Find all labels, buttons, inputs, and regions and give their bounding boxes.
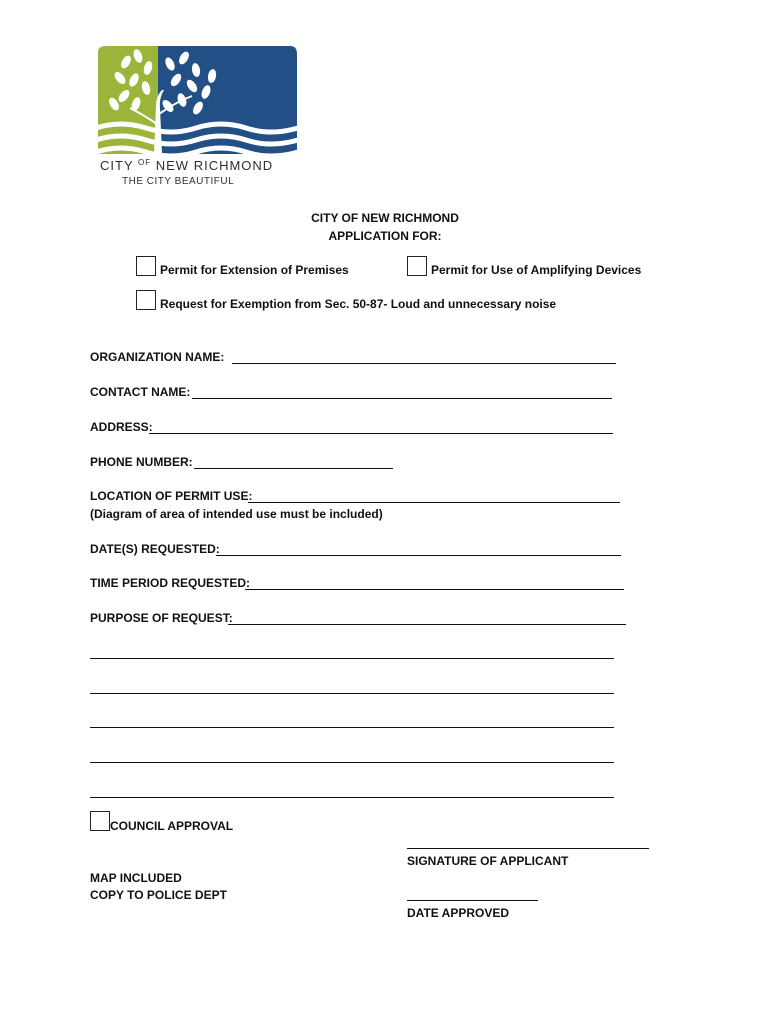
exemption-label: Request for Exemption from Sec. 50-87- Loud and unnecessary noise	[160, 297, 557, 311]
council-approval-label: COUNCIL APPROVAL	[110, 819, 234, 833]
council-approval-checkbox[interactable]	[90, 811, 110, 831]
organization-field[interactable]	[232, 363, 616, 364]
contact-field[interactable]	[192, 398, 612, 399]
date-approved-label: DATE APPROVED	[407, 906, 510, 920]
logo-new-richmond-word: NEW RICHMOND	[155, 158, 274, 173]
dates-label: DATE(S) REQUESTED:	[90, 542, 220, 556]
purpose-line-3[interactable]	[90, 727, 614, 728]
purpose-line-1[interactable]	[90, 658, 614, 659]
exemption-checkbox[interactable]	[136, 290, 156, 310]
dates-field[interactable]	[216, 555, 621, 556]
map-included-label: MAP INCLUDED	[90, 871, 182, 885]
extension-checkbox[interactable]	[136, 256, 156, 276]
phone-field[interactable]	[194, 468, 393, 469]
purpose-field[interactable]	[228, 624, 626, 625]
purpose-label: PURPOSE OF REQUEST:	[90, 611, 233, 625]
address-label: ADDRESS:	[90, 420, 153, 434]
city-logo	[96, 44, 302, 194]
copy-police-label: COPY TO POLICE DEPT	[90, 888, 227, 902]
location-field[interactable]	[248, 502, 620, 503]
time-label: TIME PERIOD REQUESTED:	[90, 576, 251, 590]
signature-field[interactable]	[407, 848, 649, 849]
page-title: CITY OF NEW RICHMOND	[311, 211, 459, 225]
location-label: LOCATION OF PERMIT USE:	[90, 489, 253, 503]
address-field[interactable]	[149, 433, 613, 434]
logo-tagline: THE CITY BEAUTIFUL	[122, 176, 235, 187]
logo-of-word: OF	[138, 158, 152, 167]
signature-label: SIGNATURE OF APPLICANT	[407, 854, 569, 868]
purpose-line-4[interactable]	[90, 762, 614, 763]
purpose-line-5[interactable]	[90, 797, 614, 798]
amplifying-label: Permit for Use of Amplifying Devices	[431, 263, 642, 277]
time-field[interactable]	[245, 589, 624, 590]
location-note: (Diagram of area of intended use must be included)	[90, 507, 383, 521]
logo-city-name	[100, 158, 273, 173]
amplifying-checkbox[interactable]	[407, 256, 427, 276]
organization-label: ORGANIZATION NAME:	[90, 350, 225, 364]
phone-label: PHONE NUMBER:	[90, 455, 193, 469]
page-subtitle: APPLICATION FOR:	[328, 229, 442, 243]
purpose-line-2[interactable]	[90, 693, 614, 694]
date-approved-field[interactable]	[407, 900, 538, 901]
logo-emblem	[96, 44, 302, 164]
extension-label: Permit for Extension of Premises	[160, 263, 349, 277]
logo-city-word: CITY	[100, 158, 134, 173]
contact-label: CONTACT NAME:	[90, 385, 191, 399]
